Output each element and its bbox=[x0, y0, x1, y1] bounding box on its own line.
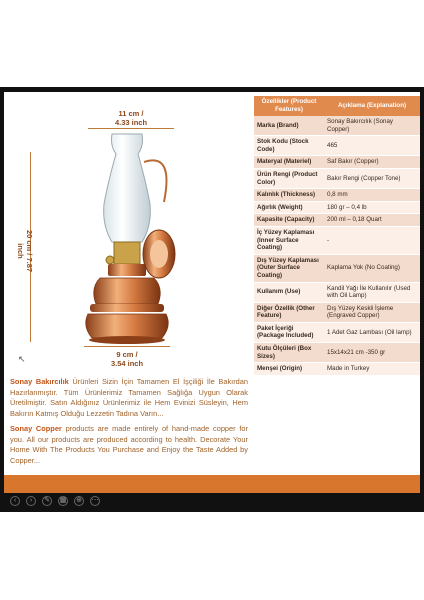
feature-name: Ağırlık (Weight) bbox=[254, 201, 324, 214]
feature-name: Diğer Özellik (Other Feature) bbox=[254, 302, 324, 322]
table-row bbox=[254, 136, 420, 156]
feature-value: 200 ml – 0,18 Quart bbox=[324, 214, 420, 227]
feature-name: Kapasite (Capacity) bbox=[254, 214, 324, 227]
table-row bbox=[254, 214, 420, 227]
product-features-table bbox=[254, 96, 420, 376]
feature-value: 180 gr – 0,4 lb bbox=[324, 201, 420, 214]
feature-value: Kandil Yağı İle Kullanılır (Used with Oil Lamp) bbox=[324, 282, 420, 302]
feature-name: Kalınlık (Thickness) bbox=[254, 189, 324, 202]
table-row bbox=[254, 282, 420, 302]
feature-value: - bbox=[324, 226, 420, 254]
feature-value: 1 Adet Gaz Lambası (Oil lamp) bbox=[324, 322, 420, 342]
feature-value: 15x14x21 cm -350 gr bbox=[324, 343, 420, 363]
height-label: 20 cm / 7.87 inch bbox=[16, 229, 34, 273]
feature-name: Marka (Brand) bbox=[254, 116, 324, 136]
table-body bbox=[254, 116, 420, 375]
toolbar-buttons bbox=[10, 496, 100, 506]
table-header-explanation: Açıklama (Explanation) bbox=[324, 96, 420, 116]
oil-lamp-image bbox=[4, 92, 252, 352]
feature-name: Ürün Rengi (Product Color) bbox=[254, 168, 324, 188]
feature-name: Kutu Ölçüleri (Box Sizes) bbox=[254, 343, 324, 363]
feature-name: Paket İçeriği (Package Included) bbox=[254, 322, 324, 342]
slides-icon[interactable]: ▦ bbox=[59, 497, 67, 504]
feature-name: Menşei (Origin) bbox=[254, 363, 324, 376]
product-description bbox=[10, 377, 248, 471]
product-image-area bbox=[4, 92, 252, 374]
pen-icon[interactable]: ✎ bbox=[42, 496, 52, 506]
table-row bbox=[254, 302, 420, 322]
table-header-features: Özellikler (Product Features) bbox=[254, 96, 324, 116]
previous-icon[interactable]: ‹ bbox=[10, 496, 20, 506]
slide bbox=[4, 92, 420, 493]
presentation-toolbar bbox=[4, 493, 420, 509]
table-row bbox=[254, 189, 420, 202]
feature-value: Bakır Rengi (Copper Tone) bbox=[324, 168, 420, 188]
table-row bbox=[254, 254, 420, 282]
table-row bbox=[254, 322, 420, 342]
description-en: Sonay Copper products are made entirely of hand-made copper for you. All our products are produced according to health. Decorate Your Home With The Products You Purchase and Enjoy the Taste Added by Copper... bbox=[10, 424, 248, 465]
description-tr: Sonay Bakırcılık Ürünleri Sizin İçin Tamamen El İşçiliği İle Bakırdan Hazırlanmıştır. Tüm Ürünlerimiz Tamamen Sağlığa Uygun Olarak Üretilmiştir. Satın Aldığınız Ürünlerimiz ile Hem Evinizi Süsleyin, Hem Bakırın Katmış Olduğu Lezzetin Tadına Varın... bbox=[10, 377, 248, 418]
width-label: 11 cm / 4.33 inch bbox=[114, 109, 148, 127]
feature-value: 0,8 mm bbox=[324, 189, 420, 202]
table-row bbox=[254, 116, 420, 136]
feature-value: Saf Bakır (Copper) bbox=[324, 156, 420, 169]
feature-name: Kullanım (Use) bbox=[254, 282, 324, 302]
feature-name: Dış Yüzey Kaplaması (Outer Surface Coating) bbox=[254, 254, 324, 282]
feature-value: Dış Yüzey Keskli İşleme (Engraved Copper) bbox=[324, 302, 420, 322]
presentation-frame bbox=[0, 87, 424, 512]
table-row bbox=[254, 168, 420, 188]
feature-name: Materyal (Materiel) bbox=[254, 156, 324, 169]
table-row bbox=[254, 226, 420, 254]
more-icon[interactable]: ⋯ bbox=[91, 497, 99, 504]
table-row bbox=[254, 156, 420, 169]
base-width-label: 9 cm / 3.54 inch bbox=[110, 350, 144, 368]
feature-value: 465 bbox=[324, 136, 420, 156]
table-row bbox=[254, 201, 420, 214]
table-row bbox=[254, 363, 420, 376]
feature-name: Stok Kodu (Stock Code) bbox=[254, 136, 324, 156]
table-row bbox=[254, 343, 420, 363]
slide-footer-banner bbox=[4, 475, 420, 493]
zoom-icon[interactable]: ⊕ bbox=[74, 496, 84, 506]
base-arrow bbox=[84, 346, 170, 347]
mouse-cursor-icon: ↖ bbox=[18, 354, 26, 364]
next-icon[interactable]: › bbox=[26, 496, 36, 506]
feature-name: İç Yüzey Kaplaması (Inner Surface Coating) bbox=[254, 226, 324, 254]
feature-value: Kaplama Yok (No Coating) bbox=[324, 254, 420, 282]
feature-value: Made in Turkey bbox=[324, 363, 420, 376]
feature-value: Sonay Bakırcılık (Sonay Copper) bbox=[324, 116, 420, 136]
